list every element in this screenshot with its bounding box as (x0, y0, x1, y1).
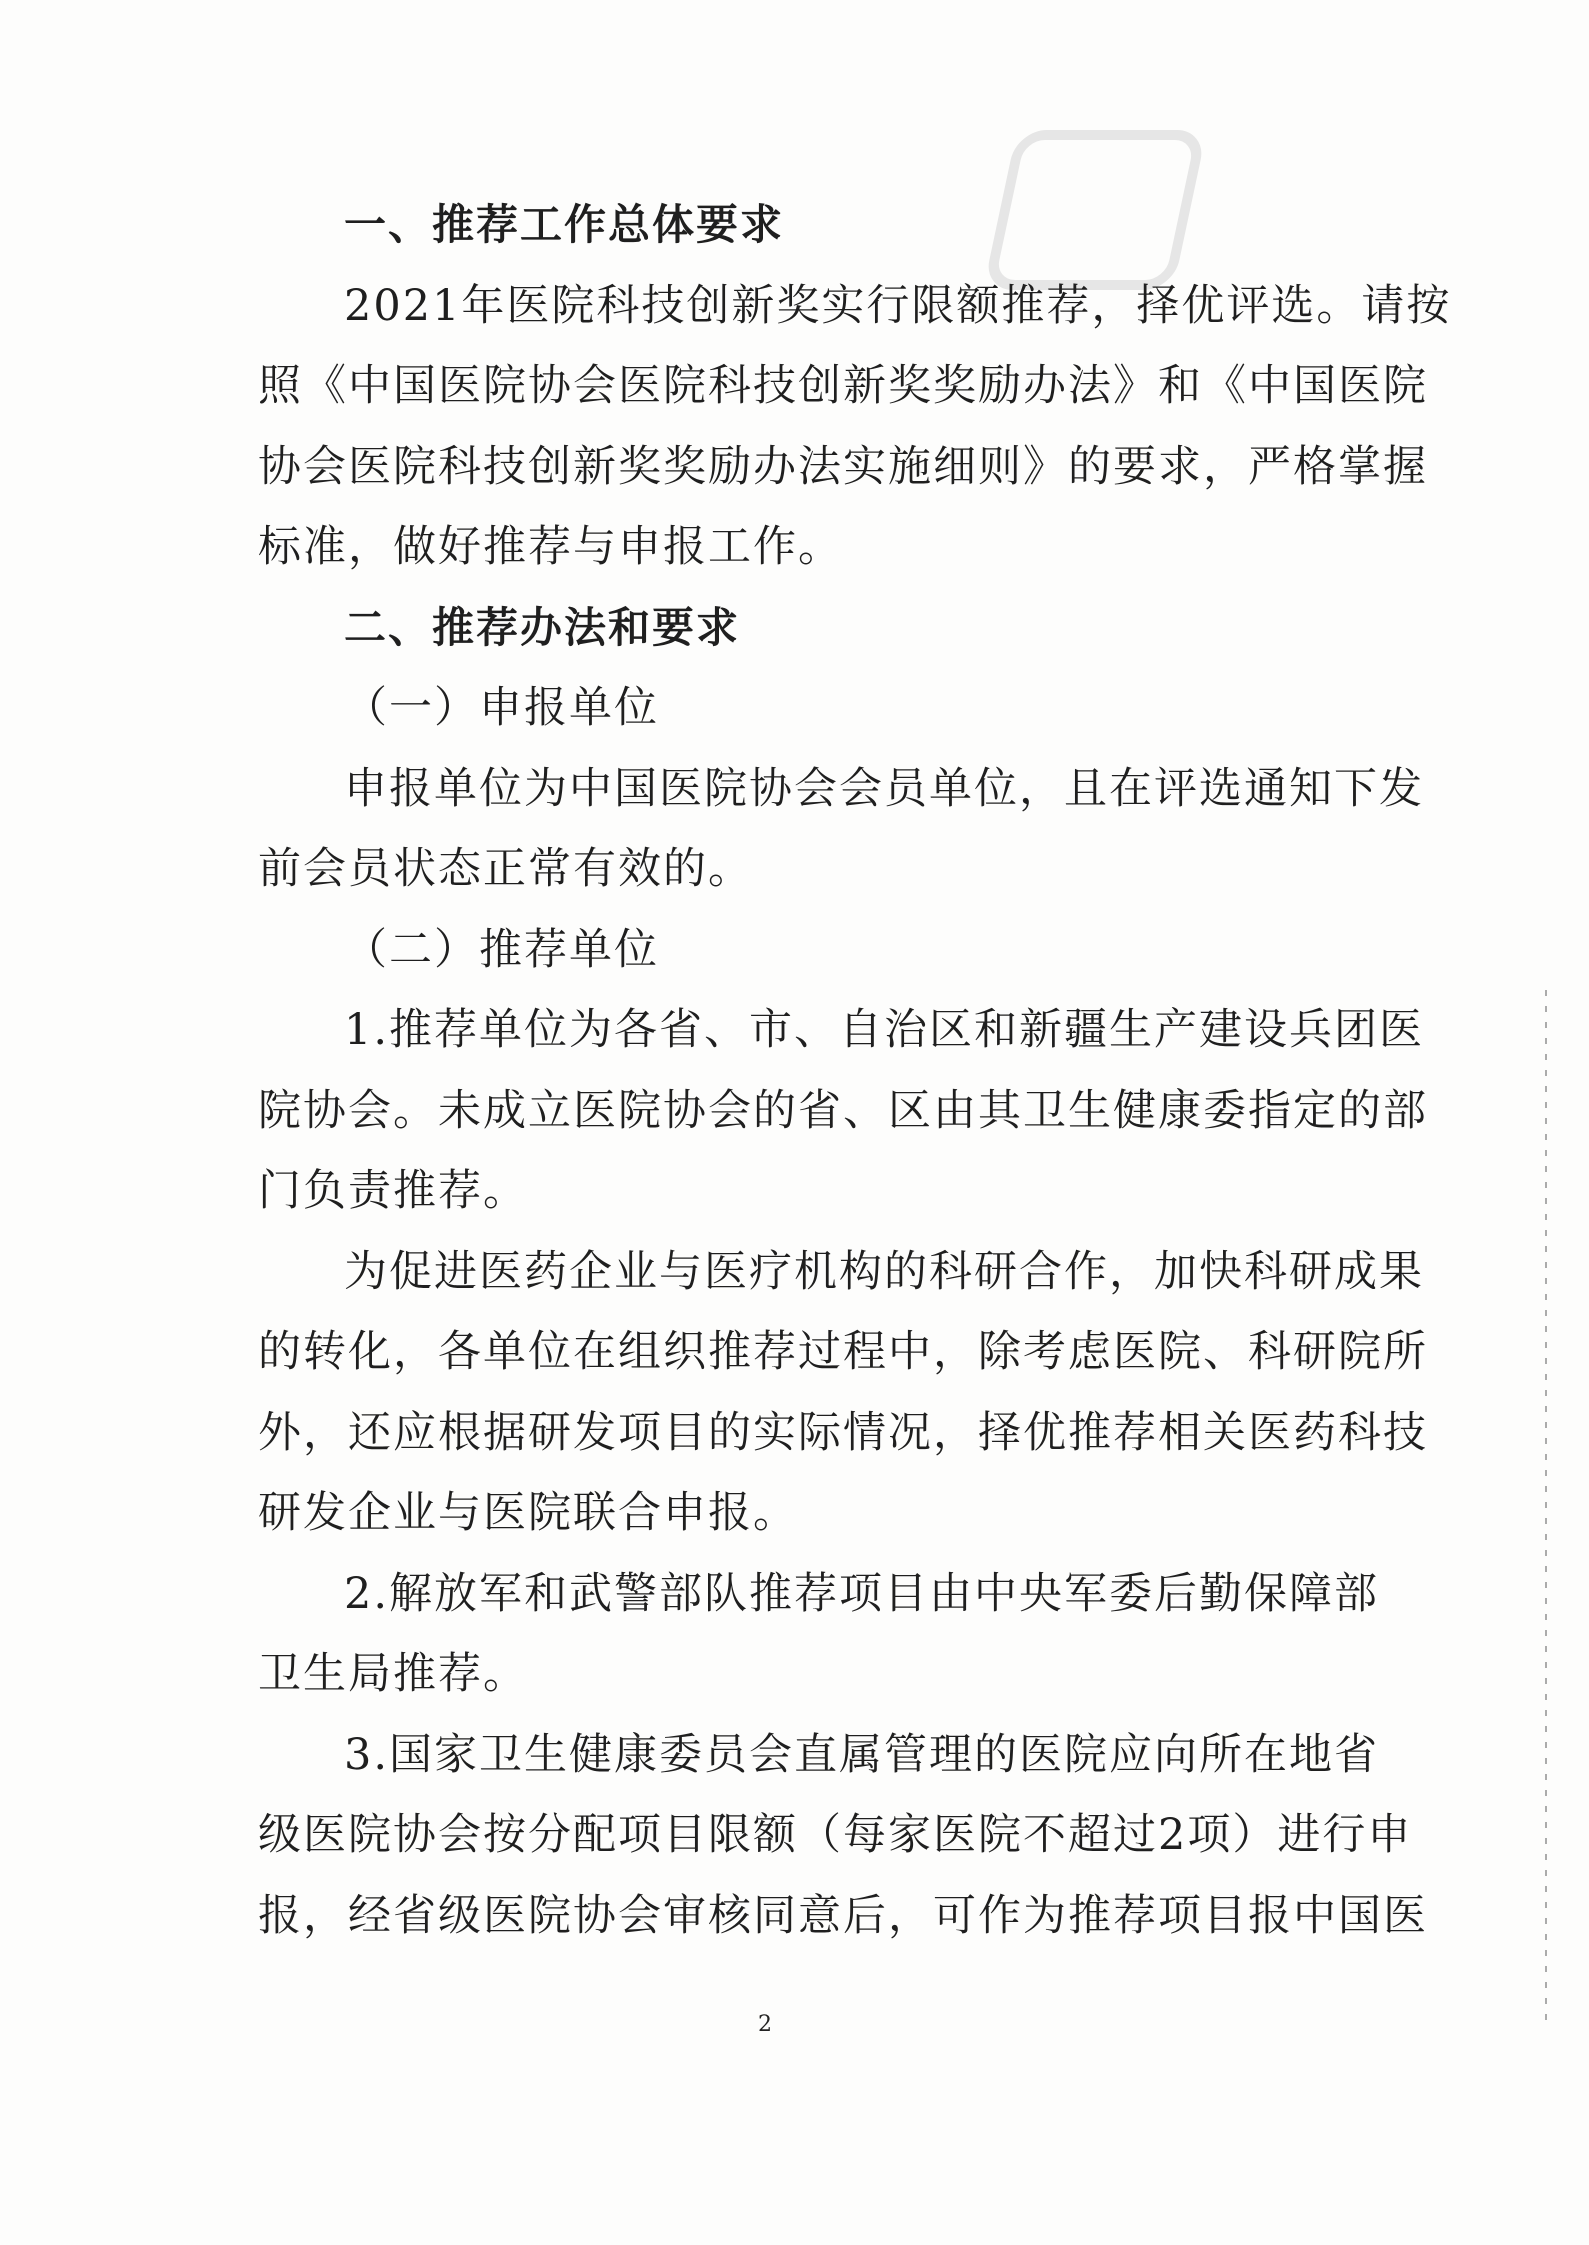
paragraph-line: 为促进医药企业与医疗机构的科研合作，加快科研成果 (344, 1246, 1424, 1297)
section-heading-1: 一、推荐工作总体要求 (344, 200, 785, 249)
paragraph-line: 卫生局推荐。 (258, 1649, 528, 1699)
paragraph-line: 标准，做好推荐与申报工作。 (258, 522, 843, 572)
paragraph-line: 协会医院科技创新奖奖励办法实施细则》的要求，严格掌握 (258, 441, 1428, 492)
paragraph-line: 2.解放军和武警部队推荐项目由中央军委后勤保障部 (344, 1568, 1380, 1619)
subsection-heading-1: （一）申报单位 (344, 683, 659, 733)
paragraph-line: 级医院协会按分配项目限额（每家医院不超过2项）进行申 (258, 1810, 1413, 1860)
page-number: 2 (758, 2012, 772, 2037)
paragraph-line: 外，还应根据研发项目的实际情况，择优推荐相关医药科技 (258, 1407, 1428, 1458)
paragraph-line: 3.国家卫生健康委员会直属管理的医院应向所在地省 (344, 1729, 1380, 1780)
paragraph-line: 报，经省级医院协会审核同意后，可作为推荐项目报中国医 (258, 1890, 1428, 1941)
scan-edge-mark (1545, 990, 1547, 2020)
subsection-heading-2: （二）推荐单位 (344, 924, 659, 975)
paragraph-line: 申报单位为中国医院协会会员单位，且在评选通知下发 (344, 763, 1424, 814)
body-text (258, 185, 1452, 1956)
paragraph-line: 研发企业与医院联合申报。 (258, 1488, 798, 1538)
paragraph-line: 1.推荐单位为各省、市、自治区和新疆生产建设兵团医 (344, 1005, 1425, 1055)
paragraph-line: 门负责推荐。 (258, 1166, 528, 1216)
paragraph-line: 照《中国医院协会医院科技创新奖奖励办法》和《中国医院 (258, 361, 1428, 411)
paragraph-line: 的转化，各单位在组织推荐过程中，除考虑医院、科研院所 (258, 1327, 1428, 1377)
section-heading-2: 二、推荐办法和要求 (344, 602, 741, 652)
paragraph-line: 2021年医院科技创新奖实行限额推荐，择优评选。请按 (344, 280, 1452, 331)
paragraph-line: 前会员状态正常有效的。 (258, 844, 753, 894)
paragraph-line: 院协会。未成立医院协会的省、区由其卫生健康委指定的部 (258, 1085, 1428, 1136)
